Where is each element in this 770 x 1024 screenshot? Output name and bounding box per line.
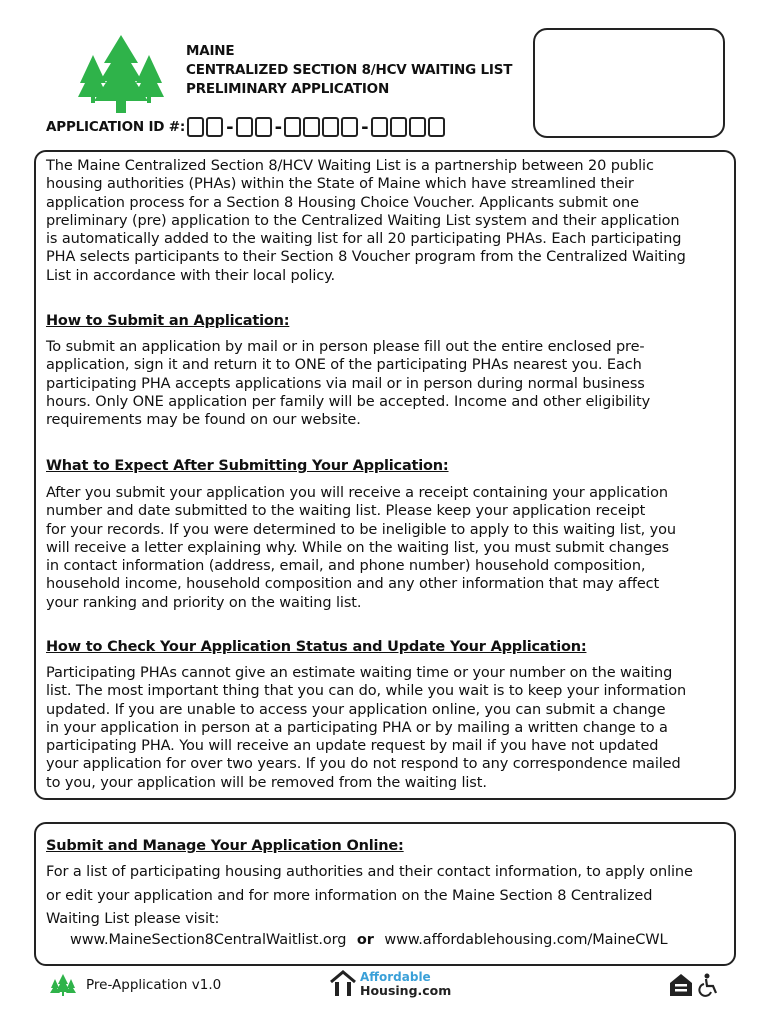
title-line-3: PRELIMINARY APPLICATION [186,81,390,97]
how-to-submit-heading: How to Submit an Application: [46,313,290,329]
application-id-digit-box[interactable] [284,117,301,137]
application-id-digit-box[interactable] [322,117,339,137]
affordable-housing-link[interactable]: www.affordablehousing.com/MaineCWL [384,932,668,948]
paragraph-line: application, sign it and return it to ONE of the participating PHAs nearest you. Each [46,357,642,374]
paragraph-line: will receive a letter explaining why. While on the waiting list, you must submit changes [46,539,669,556]
application-id-digit-box[interactable] [255,117,272,137]
paragraph-line: Participating PHAs cannot give an estimate waiting time or your number on the waiting [46,665,673,681]
intro-line: The Maine Centralized Section 8/HCV Waiting List is a partnership between 20 public [46,158,654,174]
intro-line: is automatically added to the waiting list for all 20 participating PHAs. Each participating [46,231,682,248]
title-line-1: MAINE [186,43,235,59]
paragraph-line: for your records. If you were determined to be ineligible to apply to this waiting list, you [46,521,677,538]
check-status-paragraph [46,664,726,792]
application-id-digit-box[interactable] [371,117,388,137]
maine-cwl-website-link[interactable]: www.MaineSection8CentralWaitlist.org [70,932,347,948]
paragraph-line: To submit an application by mail or in person please fill out the entire enclosed pre- [46,339,645,355]
application-id-digit-box[interactable] [428,117,445,137]
paragraph-line: in your application in person at a participating PHA or by mailing a written change to a [46,719,668,736]
intro-line: List in accordance with their local policy. [46,267,336,284]
how-to-submit-paragraph [46,338,726,429]
paragraph-line: Waiting List please visit: [46,911,220,927]
brand-line-2: Housing.com [360,983,452,998]
application-id-digit-box[interactable] [409,117,426,137]
brand-line-1: Affordable [360,970,431,984]
online-heading: Submit and Manage Your Application Online: [46,838,404,854]
paragraph-line: in contact information (address, email, and phone number) household composition, [46,558,646,575]
paragraph-line: to you, your application will be removed from the waiting list. [46,774,487,791]
equal-housing-icon [668,972,694,998]
pine-trees-logo-icon [78,33,164,113]
paragraph-line: or edit your application and for more information on the Maine Section 8 Centralized [46,887,653,904]
intro-paragraph [46,157,726,285]
website-links [70,932,667,948]
application-id-label: APPLICATION ID #: [46,119,186,135]
application-id-digit-box[interactable] [303,117,320,137]
intro-line: application process for a Section 8 Housing Choice Voucher. Applicants submit one [46,194,639,211]
online-paragraph [46,861,726,932]
office-use-stamp-box [533,28,725,138]
paragraph-line: your application for over two years. If you do not respond to any correspondence mailed [46,756,681,773]
what-to-expect-paragraph [46,484,726,612]
pine-trees-small-icon [50,974,76,996]
paragraph-line: For a list of participating housing authorities and their contact information, to apply online [46,864,693,880]
paragraph-line: participating PHA accepts applications via mail or in person during normal business [46,375,645,392]
paragraph-line: hours. Only ONE application per family will be accepted. Income and other eligibility [46,393,651,410]
paragraph-line: number and date submitted to the waiting list. Please keep your application receipt [46,503,646,520]
version-label: Pre-Application v1.0 [86,977,222,993]
check-status-heading: How to Check Your Application Status and Update Your Application: [46,639,587,655]
application-id-digit-box[interactable] [187,117,204,137]
house-logo-icon [330,970,356,998]
application-id-digit-box[interactable] [341,117,358,137]
paragraph-line: your ranking and priority on the waiting list. [46,594,362,611]
paragraph-line: household income, household composition and any other information that may affect [46,576,660,593]
or-separator: or [356,932,374,948]
application-id-digit-box[interactable] [206,117,223,137]
affordable-housing-logo [330,970,451,998]
intro-line: preliminary (pre) application to the Centralized Waiting List system and their application [46,212,680,229]
application-id-dash: - [226,116,234,138]
accessibility-icon [698,973,720,997]
footer-compliance-icons [668,972,720,998]
paragraph-line: requirements may be found on our website. [46,412,361,429]
intro-line: PHA selects participants to their Section 8 Voucher program from the Centralized Waiting [46,249,686,266]
paragraph-line: participating PHA. You will receive an update request by mail if you have not updated [46,738,659,755]
intro-line: housing authorities (PHAs) within the State of Maine which have streamlined their [46,176,634,193]
application-id-row [46,114,447,140]
paragraph-line: After you submit your application you will receive a receipt containing your application [46,485,669,501]
paragraph-line: updated. If you are unable to access your application online, you can submit a change [46,701,666,718]
document-title [186,42,512,99]
footer-version [50,974,221,996]
title-line-2: CENTRALIZED SECTION 8/HCV WAITING LIST [186,62,513,78]
application-id-dash: - [274,116,283,138]
paragraph-line: list. The most important thing that you can do, while you wait is to keep your information [46,683,687,700]
application-id-digit-box[interactable] [390,117,407,137]
application-id-digit-box[interactable] [236,117,253,137]
application-id-dash: - [361,116,369,138]
what-to-expect-heading: What to Expect After Submitting Your Application: [46,458,449,474]
